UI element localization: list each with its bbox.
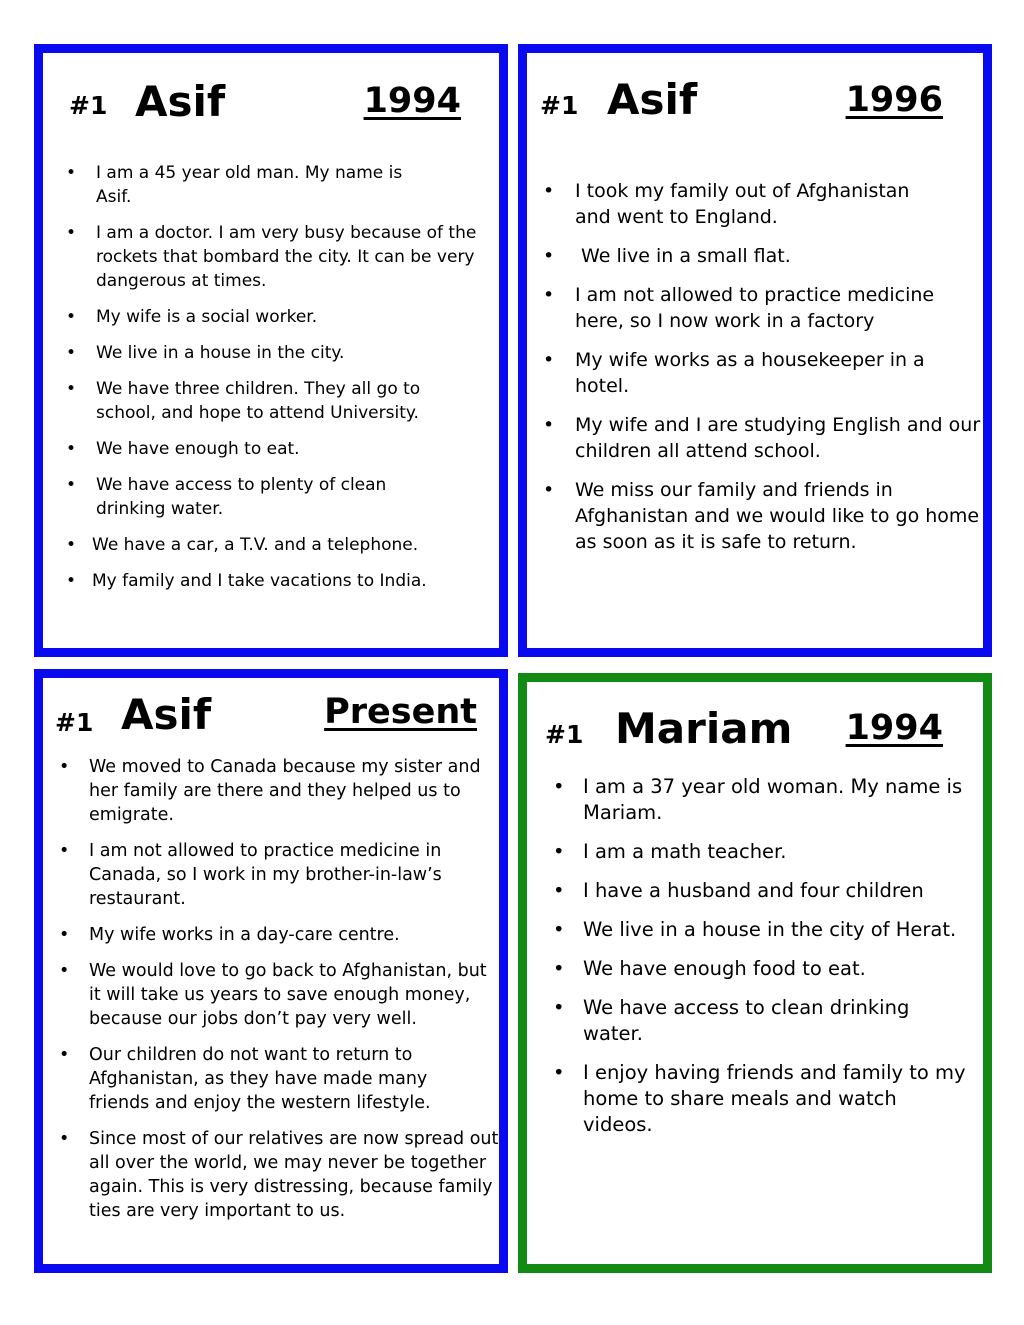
list-item-text: We have enough food to eat.	[583, 957, 866, 980]
list-item	[63, 305, 498, 329]
list-item	[550, 1060, 970, 1138]
bullet-icon: •	[66, 439, 77, 459]
list-item	[56, 755, 499, 827]
list-item	[56, 839, 499, 911]
list-item-text: Our children do not want to return to Afghanistan, as they have made many friends and enjoy the western lifestyle.	[89, 1045, 431, 1113]
profile-card-asif-present	[34, 669, 508, 1273]
list-item	[63, 533, 498, 557]
list-item-text: I took my family out of Afghanistan and went to England.	[575, 180, 910, 228]
list-item-text: Since most of our relatives are now spread out all over the world, we may never be together again. This is very distressing, because family ties are very important to us.	[89, 1129, 499, 1221]
list-item-text: My wife works as a housekeeper in a hotel.	[575, 349, 925, 397]
bullet-icon: •	[59, 841, 70, 861]
bullet-icon: •	[543, 414, 555, 436]
bullet-icon: •	[553, 996, 565, 1019]
list-item-text: We have access to clean drinking water.	[583, 996, 910, 1045]
person-name: Asif	[121, 690, 212, 739]
list-item-text: I am a 45 year old man. My name is Asif.	[96, 163, 403, 207]
person-name: Asif	[607, 75, 698, 124]
profile-card-asif-1994	[34, 44, 508, 657]
list-item	[541, 412, 981, 464]
list-item	[56, 1043, 499, 1115]
list-item	[56, 1127, 499, 1223]
list-item	[550, 956, 970, 982]
list-item-text: I am a math teacher.	[583, 840, 787, 863]
bullet-icon: •	[59, 757, 70, 777]
list-item	[56, 959, 499, 1031]
list-item-text: We live in a small flat.	[575, 245, 791, 267]
card-header	[527, 53, 983, 124]
list-item	[541, 347, 981, 399]
bullet-icon: •	[543, 284, 555, 306]
list-item-text: We have enough to eat.	[96, 439, 300, 459]
list-item	[63, 437, 498, 461]
bullet-icon: •	[543, 180, 555, 202]
list-item	[63, 161, 498, 209]
card-header	[527, 682, 983, 753]
fact-list	[56, 755, 499, 1235]
period-label: 1994	[845, 708, 943, 748]
list-item	[56, 923, 499, 947]
profile-card-mariam-1994	[518, 673, 992, 1273]
card-header	[43, 678, 499, 738]
bullet-icon: •	[553, 918, 565, 941]
profile-card-asif-1996	[518, 44, 992, 657]
period-label: 1994	[363, 81, 461, 121]
bullet-icon: •	[553, 879, 565, 902]
list-item-text: I am a doctor. I am very busy because of the rockets that bombard the city. It can be very dangerous at times.	[96, 223, 477, 291]
list-item-text: We moved to Canada because my sister and her family are there and they helped us to emigrate.	[89, 757, 481, 825]
bullet-icon: •	[59, 961, 70, 981]
list-item	[550, 917, 970, 943]
list-item-text: We live in a house in the city.	[96, 343, 345, 363]
bullet-icon: •	[66, 223, 77, 243]
fact-list	[63, 161, 498, 605]
list-item	[550, 878, 970, 904]
bullet-icon: •	[66, 571, 77, 591]
bullet-icon: •	[553, 1061, 565, 1084]
bullet-icon: •	[553, 775, 565, 798]
period-label: 1996	[845, 80, 943, 120]
fact-list	[541, 178, 981, 568]
bullet-icon: •	[543, 349, 555, 371]
bullet-icon: •	[553, 840, 565, 863]
bullet-icon: •	[553, 957, 565, 980]
list-item-text: My family and I take vacations to India.	[92, 571, 427, 591]
card-header	[43, 53, 499, 126]
list-item-text: I enjoy having friends and family to my home to share meals and watch videos.	[583, 1061, 966, 1136]
person-name: Mariam	[615, 704, 793, 753]
list-item	[550, 774, 970, 826]
bullet-icon: •	[66, 163, 77, 183]
list-item	[541, 178, 981, 230]
list-item	[63, 569, 498, 593]
period-label: Present	[324, 692, 477, 732]
list-item-text: My wife and I are studying English and our children all attend school.	[575, 414, 981, 462]
card-number: #1	[55, 708, 94, 737]
list-item-text: I have a husband and four children	[583, 879, 924, 902]
bullet-icon: •	[66, 379, 77, 399]
list-item-text: We would love to go back to Afghanistan, but it will take us years to save enough money, because our jobs don’t pay very well.	[89, 961, 487, 1029]
list-item-text: We have a car, a T.V. and a telephone.	[92, 535, 419, 555]
bullet-icon: •	[66, 343, 77, 363]
bullet-icon: •	[59, 1129, 70, 1149]
card-number: #1	[540, 91, 579, 120]
list-item	[550, 995, 970, 1047]
card-number: #1	[545, 720, 584, 749]
list-item	[63, 341, 498, 365]
list-item-text: I am a 37 year old woman. My name is Mariam.	[583, 775, 963, 824]
list-item	[63, 473, 498, 521]
bullet-icon: •	[59, 1045, 70, 1065]
list-item	[63, 221, 498, 293]
list-item	[63, 377, 498, 425]
list-item	[550, 839, 970, 865]
list-item-text: I am not allowed to practice medicine here, so I now work in a factory	[575, 284, 935, 332]
fact-list	[550, 774, 970, 1151]
bullet-icon: •	[66, 307, 77, 327]
bullet-icon: •	[66, 535, 77, 555]
list-item	[541, 243, 981, 269]
list-item-text: My wife works in a day-care centre.	[89, 925, 400, 945]
card-number: #1	[69, 91, 108, 120]
bullet-icon: •	[543, 245, 555, 267]
list-item-text: We have access to plenty of clean drinking water.	[96, 475, 387, 519]
list-item-text: We live in a house in the city of Herat.	[583, 918, 957, 941]
bullet-icon: •	[59, 925, 70, 945]
list-item-text: My wife is a social worker.	[96, 307, 318, 327]
list-item-text: We have three children. They all go to school, and hope to attend University.	[96, 379, 421, 423]
list-item-text: I am not allowed to practice medicine in Canada, so I work in my brother-in-law’s restaurant.	[89, 841, 442, 909]
list-item-text: We miss our family and friends in Afghanistan and we would like to go home as soon as it is safe to return.	[575, 479, 980, 553]
bullet-icon: •	[66, 475, 77, 495]
bullet-icon: •	[543, 479, 555, 501]
person-name: Asif	[135, 77, 226, 126]
list-item	[541, 477, 981, 555]
list-item	[541, 282, 981, 334]
